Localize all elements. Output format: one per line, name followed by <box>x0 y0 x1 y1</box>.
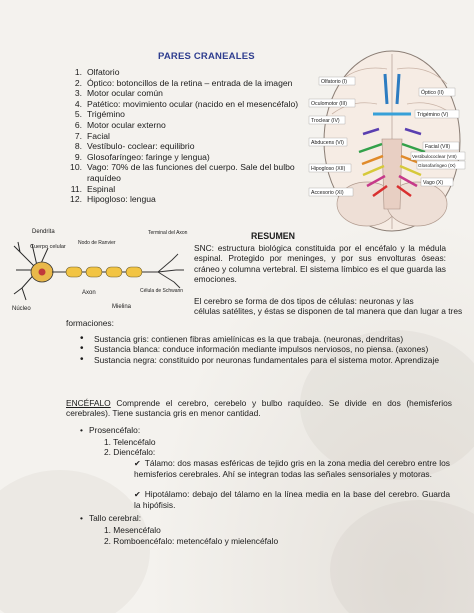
nerve-text: Facial <box>87 130 110 141</box>
nerve-item <box>66 152 316 163</box>
label-cuerpo: Cuerpo celular <box>30 244 66 250</box>
tallo-item: • Tallo cerebral: <box>80 513 142 523</box>
cerebro-paragraph-line3: formaciones: <box>66 318 114 328</box>
nerve-text: Patético: movimiento ocular (nacido en el mesencéfalo) <box>87 98 299 109</box>
nerve-text: Glosofaríngeo: faringe y lengua) <box>87 151 210 162</box>
label-trigemino: Trigémino (V) <box>417 112 449 118</box>
label-vago: Vago (X) <box>423 180 444 186</box>
nerve-item <box>66 67 316 78</box>
diencefalo-item: 2. Diencéfalo: <box>104 447 156 457</box>
nerve-number: 8. <box>74 141 82 152</box>
label-optico: Óptico (II) <box>421 90 444 96</box>
label-axon: Axon <box>82 290 96 296</box>
nerve-item <box>66 88 316 99</box>
cerebro-paragraph-line2: células satélites, y éstas se disponen de tal manera que dan lugar a tres <box>194 306 463 316</box>
snc-paragraph: SNC: estructura biológica constituida por el encéfalo y la médula espinal. Protegido por meninges, y por sus envolturas óseas: cráneo y columna vertebral. El sistema límbico es el que guarda las emociones. <box>194 243 446 285</box>
nerve-number: 2. <box>74 77 82 88</box>
brain-base-diagram <box>307 44 467 234</box>
encefalo-paragraph <box>66 398 452 419</box>
label-hipogloso: Hipogloso (XII) <box>311 166 346 172</box>
rombencefalo-item: 2. Romboencéfalo: metencéfalo y mielencéfalo <box>104 536 279 546</box>
hipotalamo-item: ✔ Hipotálamo: debajo del tálamo en la línea media en la base del cerebro. Guarda la hipófisis. <box>134 489 450 511</box>
sustancias-list <box>80 334 452 365</box>
nerve-item <box>66 99 316 110</box>
nerve-item <box>66 120 316 131</box>
label-dendrita: Dendrita <box>32 229 55 235</box>
nerve-item <box>66 184 316 195</box>
label-nodo: Nodo de Ranvier <box>78 240 116 246</box>
label-schwann: Célula de Schwann <box>140 288 184 294</box>
nerve-item <box>66 162 316 183</box>
label-terminal: Terminal del Axon <box>148 230 188 236</box>
nerve-text: Óptico: botoncillos de la retina – entrada de la imagen <box>87 77 293 88</box>
nerve-number: 1. <box>74 67 82 77</box>
brainstem <box>382 139 402 209</box>
nerve-text: Olfatorio <box>87 67 120 77</box>
sustancia-item: • Sustancia blanca: conduce información mediante impulsos nerviosos, no piensa. (axones) <box>80 344 452 354</box>
nerve-item <box>66 141 316 152</box>
nerve-number: 9. <box>74 151 82 162</box>
prosencefalo-item: • Prosencéfalo: <box>80 425 141 435</box>
nerve-number: 11. <box>70 183 82 194</box>
cranial-nerves-list <box>66 67 316 205</box>
label-facial: Facial (VII) <box>425 144 451 150</box>
nerve-number: 10. <box>70 162 82 173</box>
nerve-item <box>66 78 316 89</box>
label-nucleo: Núcleo <box>12 306 31 312</box>
neuron-diagram <box>8 222 198 312</box>
nucleus <box>39 269 46 276</box>
nerve-text: Vago: 70% de las funciones del cuerpo. Sale del bulbo raquídeo <box>87 162 295 183</box>
label-glosofaringeo: Glosofaríngeo (IX) <box>418 163 456 168</box>
nerve-number: 3. <box>74 88 82 99</box>
encefalo-text: Comprende el cerebro, cerebelo y bulbo raquídeo. Se divide en dos (hemisferios cerebrales). Tiene sustancia gris en menor cantidad. <box>66 398 452 419</box>
label-vestibulococlear: Vestibulococlear (VIII) <box>412 154 457 159</box>
telencefalo-item: 1. Telencéfalo <box>104 437 156 447</box>
nerve-text: Motor ocular externo <box>87 119 166 130</box>
nerve-text: Vestíbulo- coclear: equilibrio <box>87 141 195 152</box>
nerve-item <box>66 131 316 142</box>
background-watermark <box>330 500 474 613</box>
nerve-number: 7. <box>74 130 82 141</box>
nerve-number: 12. <box>70 194 82 205</box>
cerebro-paragraph-line1: El cerebro se forma de dos tipos de células: neuronas y las <box>194 296 414 306</box>
nerve-number: 5. <box>74 109 82 120</box>
label-troclear: Troclear (IV) <box>311 118 340 124</box>
nerve-item <box>66 194 316 205</box>
mesencefalo-item: 1. Mesencéfalo <box>104 525 161 535</box>
label-mielina: Mielina <box>112 304 132 310</box>
nerve-number: 6. <box>74 119 82 130</box>
nerve-text: Espinal <box>87 183 116 194</box>
label-oculomotor: Oculomotor (III) <box>311 101 348 107</box>
label-accesorio: Accesorio (XI) <box>311 190 344 196</box>
nerve-item <box>66 109 316 120</box>
axon-terminals <box>158 254 184 288</box>
nerve-text: Hipogloso: lengua <box>87 194 156 205</box>
nerve-text: Trigémino <box>87 109 125 120</box>
label-abducens: Abducens (VI) <box>311 140 344 146</box>
nerve-number: 4. <box>74 98 82 109</box>
resumen-heading: RESUMEN <box>251 231 295 241</box>
nerve-text: Motor ocular común <box>87 88 163 99</box>
page-title: PARES CRANEALES <box>158 51 255 62</box>
talamo-item: ✔ Tálamo: dos masas esféricas de tejido gris en la zona media del cerebro entre los hemisferios cerebrales. Ahí se integran todas las señales sensoriales y motoras. <box>134 458 450 480</box>
sustancia-item: • Sustancia gris: contienen fibras amielínicas es la que trabaja. (neuronas, dendritas) <box>80 334 452 344</box>
check-icon <box>134 489 145 499</box>
sustancia-item: • Sustancia negra: constituido por neuronas fundamentales para el sistema motor. Aprendizaje <box>80 355 452 365</box>
encefalo-label: ENCÉFALO <box>66 398 111 408</box>
check-icon <box>134 458 145 468</box>
label-olfatorio: Olfatorio (I) <box>321 79 347 85</box>
